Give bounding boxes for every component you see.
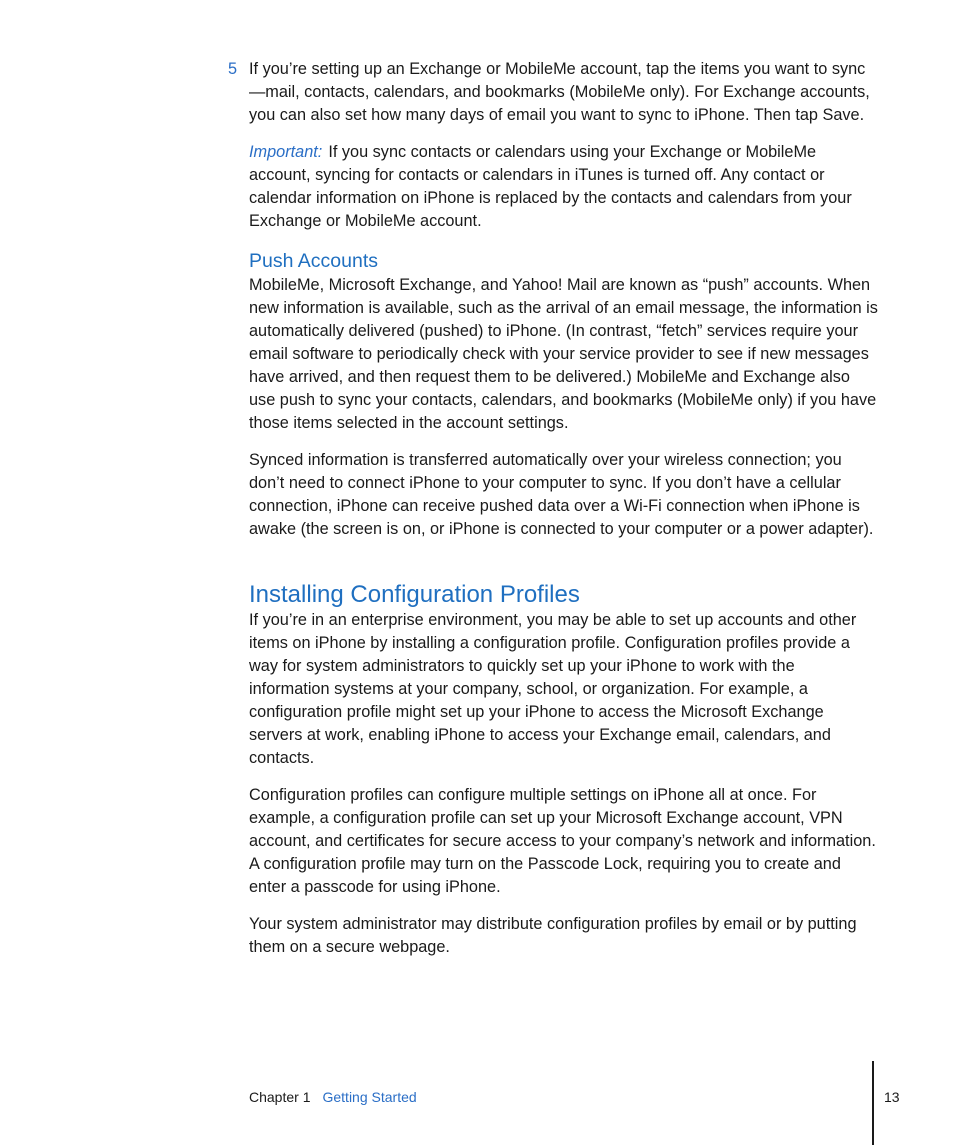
important-label: Important:: [249, 143, 323, 161]
footer-divider: [872, 1061, 874, 1145]
config-profiles-paragraph-1: If you’re in an enterprise environment, you may be able to set up accounts and other items on iPhone by installing a configuration profile. Configuration profiles provide a way for system administrators to quickly set up your iPhone to work with the information systems at your company, school, or organization. For example, a configuration profile might set up your iPhone to access the Microsoft Exchange servers at work, enabling iPhone to access your Exchange email, calendars, and contacts.: [249, 611, 857, 767]
config-profiles-paragraph-2: Configuration profiles can configure multiple settings on iPhone all at once. For example, a configuration profile can set up your Microsoft Exchange account, VPN account, and certificates for secure access to your company’s network and information. A configuration profile may turn on the Passcode Lock, requiring you to create and enter a passcode for using iPhone.: [249, 786, 876, 896]
push-accounts-paragraph-1: MobileMe, Microsoft Exchange, and Yahoo! Mail are known as “push” accounts. When new information is available, such as the arrival of an email message, the information is automatically delivered (pushed) to iPhone. (In contrast, “fetch” services require your email software to periodically check with your service provider to see if new messages have arrived, and then request them to be delivered.) MobileMe and Exchange also use push to sync your contacts, calendars, and bookmarks (MobileMe only) if you have those items selected in the account settings.: [249, 276, 878, 432]
page-footer: [249, 1088, 417, 1106]
config-profiles-heading: Installing Configuration Profiles: [249, 581, 580, 608]
push-accounts-paragraph-2: Synced information is transferred automatically over your wireless connection; you don’t need to connect iPhone to your computer to sync. If you don’t have a cellular connection, iPhone can receive pushed data over a Wi-Fi connection when iPhone is awake (the screen is on, or iPhone is connected to your computer or a power adapter).: [249, 451, 874, 538]
important-note: [249, 141, 879, 233]
chapter-title-link[interactable]: Getting Started: [322, 1089, 417, 1105]
step-number: 5: [228, 60, 238, 78]
step-text: If you’re setting up an Exchange or MobileMe account, tap the items you want to sync—mail, contacts, calendars, and bookmarks (MobileMe only). For Exchange accounts, you can also set how many days of email you want to sync to iPhone. Then tap Save.: [249, 60, 870, 124]
chapter-label: Chapter 1: [249, 1089, 311, 1105]
push-accounts-heading: Push Accounts: [249, 250, 378, 272]
step-5: [228, 58, 879, 127]
important-text: If you sync contacts or calendars using your Exchange or MobileMe account, syncing for contacts or calendars in iTunes is turned off. Any contact or calendar information on iPhone is replaced by the contacts and calendars from your Exchange or MobileMe account.: [249, 143, 852, 230]
page-content: [228, 58, 879, 973]
page-number: 13: [884, 1089, 900, 1105]
config-profiles-paragraph-3: Your system administrator may distribute configuration profiles by email or by putting them on a secure webpage.: [249, 915, 857, 956]
